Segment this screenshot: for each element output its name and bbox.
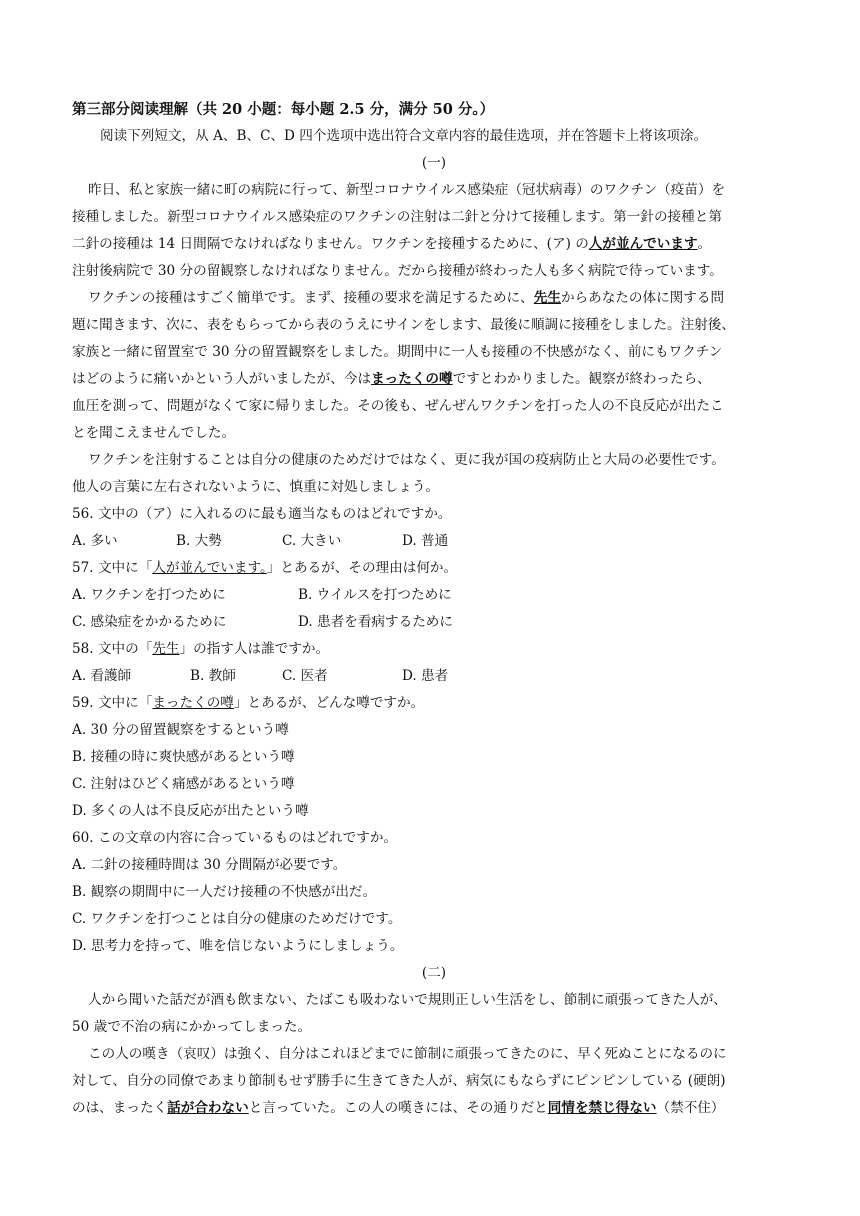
option-d: D. 患者 <box>402 668 449 684</box>
text-span: 57. 文中に「 <box>72 560 153 576</box>
question-56-stem: 56. 文中の（ア）に入れるのに最も適当なものはどれですか。 <box>72 506 452 522</box>
passage1-line: 昨日、私と家族一緒に町の病院に行って、新型コロナウイルス感染症（冠状病毒）のワクチン（疫苗）を <box>88 182 726 198</box>
passage1-line: 注射後病院で 30 分の留観察しなければなりません。だから接種が終わった人も多く病院で待っています。 <box>72 263 723 279</box>
passage1-line: とを聞こえませんでした。 <box>72 425 236 441</box>
question-60-option-c: C. ワクチンを打つことは自分の健康のためだけです。 <box>72 911 402 927</box>
passage2-line: 人から聞いた話だが酒も飲まない、たばこも吸わないで規則正しい生活をし、節制に頑張ってきた人が、 <box>88 992 727 1008</box>
underlined-phrase-hito-ga-narande-imasu: 人が並んでいます <box>588 236 698 252</box>
option-a: A. 看護師 <box>72 668 132 684</box>
section-title: 第三部分阅读理解（共 20 小题：每小题 2.5 分，满分 50 分。） <box>72 101 495 118</box>
question-57-options <box>72 609 796 636</box>
passage1-line: ワクチンを注射することは自分の健康のためだけではなく、更に我が国の疫病防止と大局の必要性です。 <box>88 452 725 468</box>
passage2-line: この人の嘆き（哀叹）は強く、自分はこれほどまでに節制に頑張ってきたのに、早く死ぬことになるのに <box>88 1046 727 1062</box>
text-span: 59. 文中に「 <box>72 695 153 711</box>
underlined-phrase-sensei: 先生 <box>533 290 561 306</box>
question-56-options <box>72 528 796 555</box>
passage1-line: 題に聞きます、次に、表をもらってから表のうえにサインをします、最後に順調に接種をしました。注射後、 <box>72 317 735 333</box>
text-span: 58. 文中の「 <box>72 641 153 657</box>
underlined-phrase-hanashi-ga-awanai: 話が合わない <box>167 1100 249 1116</box>
passage1-line: 接種しました。新型コロナウイルス感染症のワクチンの注射は二針と分けて接種します。第一針の接種と第 <box>72 209 722 225</box>
option-c: C. 感染症をかかるために <box>72 614 227 630</box>
passage1-line: 血圧を測って、問題がなくて家に帰りました。その後も、ぜんぜんワクチンを打った人の不良反応が出たこ <box>72 398 724 414</box>
instructions: 阅读下列短文，从 A、B、C、D 四个选项中选出符合文章内容的最佳选项，并在答题卡上将该项涂。 <box>100 128 708 144</box>
question-58-options <box>72 663 796 690</box>
passage1-heading: (一) <box>421 155 447 171</box>
question-59-option-c: C. 注射はひどく痛感があるという噂 <box>72 776 295 792</box>
option-d: D. 普通 <box>402 533 449 549</box>
option-b: B. 教師 <box>190 668 236 684</box>
underlined-quote: 先生 <box>152 641 180 657</box>
question-59-option-d: D. 多くの人は不良反応が出たという噂 <box>72 803 309 819</box>
option-a: A. ワクチンを打つために <box>72 587 226 603</box>
passage1-line <box>72 285 796 312</box>
text-span: ワクチンの接種はすごく簡単です。まず、接種の要求を満足するために、 <box>88 290 534 306</box>
question-60-option-a: A. 二針の接種時間は 30 分間隔が必要です。 <box>72 857 347 873</box>
question-60-option-b: B. 観察の期間中に一人だけ接種の不快感が出だ。 <box>72 884 377 900</box>
text-span: 」とあるが、その理由は何か。 <box>266 560 458 576</box>
option-a: A. 多い <box>72 533 118 549</box>
underlined-quote: まったくの噂 <box>152 695 234 711</box>
option-d: D. 患者を看病するために <box>298 614 453 630</box>
passage1-line <box>72 366 796 393</box>
passage1-line: 家族と一緒に留置室で 30 分の留置観察をしました。期間中に一人も接種の不快感がなく、前にもワクチン <box>72 344 723 360</box>
passage2-line: 対して、自分の同僚であまり節制もせず勝手に生きてきた人が、病気にもならずにピンピンしている (硬朗) <box>72 1073 726 1089</box>
question-57-options <box>72 582 796 609</box>
text-span: のは、まったく <box>72 1100 168 1116</box>
text-span: からあなたの体に関する問 <box>560 290 725 306</box>
text-span: 」とあるが、どんな噂ですか。 <box>233 695 425 711</box>
underlined-phrase-uwasa: まったくの噂 <box>371 371 453 387</box>
option-c: C. 医者 <box>282 668 328 684</box>
question-59-stem <box>72 690 796 717</box>
text-span: と言っていた。この人の嘆きには、その通りだと <box>248 1100 548 1116</box>
passage2-heading: (二) <box>421 965 447 981</box>
exam-page <box>72 96 796 1122</box>
passage1-line: 他人の言葉に左右されないように、慎重に対処しましょう。 <box>72 479 440 495</box>
passage2-line <box>72 1095 796 1122</box>
question-57-stem <box>72 555 796 582</box>
question-59-option-a: A. 30 分の留置観察をするという噂 <box>72 722 289 738</box>
option-b: B. ウイルスを打つために <box>298 587 452 603</box>
passage2-line: 50 歳で不治の病にかかってしまった。 <box>72 1019 312 1035</box>
option-b: B. 大勢 <box>176 533 222 549</box>
underlined-quote: 人が並んでいます。 <box>152 560 267 576</box>
text-span: はどのように痛いかという人がいましたが、今は <box>72 371 372 387</box>
text-span: 」の指す人は誰ですか。 <box>179 641 330 657</box>
passage1-line <box>72 231 796 258</box>
underlined-phrase-doujou-wo-kinjienai: 同情を禁じ得ない <box>547 1100 657 1116</box>
option-c: C. 大きい <box>282 533 342 549</box>
question-59-option-b: B. 接種の時に爽快感があるという噂 <box>72 749 295 765</box>
text-span: 。 <box>697 236 712 252</box>
question-60-stem: 60. この文章の内容に合っているものはどれですか。 <box>72 830 398 846</box>
question-60-option-d: D. 思考力を持って、唯を信じないようにしましょう。 <box>72 938 404 954</box>
text-span: （禁不住） <box>656 1100 725 1116</box>
text-span: ですとわかりました。観察が終わったら、 <box>452 371 711 387</box>
text-span: 二針の接種は 14 日間隔でなければなりません。ワクチンを接種するために、(ア) の <box>72 236 589 252</box>
question-58-stem <box>72 636 796 663</box>
